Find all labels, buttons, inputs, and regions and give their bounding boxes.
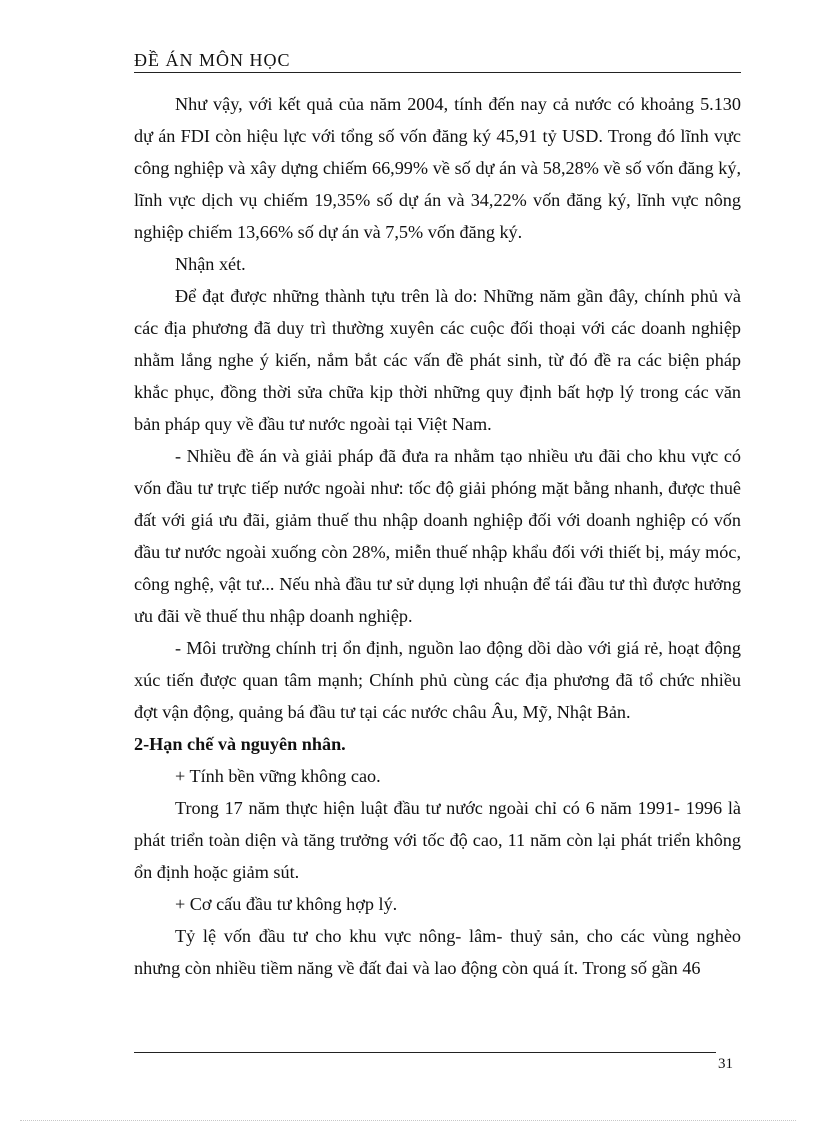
subheading-sustainability: + Tính bền vững không cao. bbox=[175, 766, 381, 786]
paragraph-political-environment: - Môi trường chính trị ổn định, nguồn lao động dồi dào với giá rẻ, hoạt động xúc tiến được quan tâm mạnh; Chính phủ cùng các địa phương đã tổ chức nhiều đợt vận động, quảng bá đầu tư tại các nước châu Âu, Mỹ, Nhật Bản. bbox=[134, 638, 741, 722]
paragraph-growth-history: Trong 17 năm thực hiện luật đầu tư nước ngoài chỉ có 6 năm 1991- 1996 là phát triển toàn diện và tăng trưởng với tốc độ cao, 11 năm còn lại phát triển không ổn định hoặc giảm sút. bbox=[134, 798, 741, 882]
header-divider bbox=[134, 72, 741, 73]
subheading-investment-structure: + Cơ cấu đầu tư không hợp lý. bbox=[175, 894, 398, 914]
section-heading-limitations: 2-Hạn chế và nguyên nhân. bbox=[134, 734, 346, 754]
paragraph-achievements-reasons: Để đạt được những thành tựu trên là do: Những năm gần đây, chính phủ và các địa phương đã duy trì thường xuyên các cuộc đối thoại với các doanh nghiệp nhằm lắng nghe ý kiến, nắm bắt các vấn đề phát sinh, từ đó đề ra các biện pháp khắc phục, đồng thời sửa chữa kịp thời những quy định bất hợp lý trong các văn bản pháp quy về đầu tư nước ngoài tại Việt Nam. bbox=[134, 286, 741, 434]
page-number: 31 bbox=[718, 1056, 733, 1072]
document-body bbox=[134, 88, 741, 984]
document-header-title: ĐỀ ÁN MÔN HỌC bbox=[134, 50, 291, 70]
paragraph-incentives: - Nhiều đề án và giải pháp đã đưa ra nhằm tạo nhiều ưu đãi cho khu vực có vốn đầu tư trực tiếp nước ngoài như: tốc độ giải phóng mặt bằng nhanh, được thuê đất với giá ưu đãi, giảm thuế thu nhập doanh nghiệp đối với doanh nghiệp có vốn đầu tư nước ngoài xuống còn 28%, miễn thuế nhập khẩu đối với thiết bị, máy móc, công nghệ, vật tư... Nếu nhà đầu tư sử dụng lợi nhuận để tái đầu tư thì được hưởng ưu đãi về thuế thu nhập doanh nghiệp. bbox=[134, 446, 741, 626]
paragraph-remarks-label: Nhận xét. bbox=[175, 254, 246, 274]
paragraph-investment-ratio: Tỷ lệ vốn đầu tư cho khu vực nông- lâm- thuỷ sản, cho các vùng nghèo nhưng còn nhiều tiềm năng về đất đai và lao động còn quá ít. Trong số gần 46 bbox=[134, 926, 741, 978]
footer-divider bbox=[134, 1052, 716, 1053]
paragraph-fdi-summary: Như vậy, với kết quả của năm 2004, tính đến nay cả nước có khoảng 5.130 dự án FDI còn hiệu lực với tổng số vốn đăng ký 45,91 tỷ USD. Trong đó lĩnh vực công nghiệp và xây dựng chiếm 66,99% về số dự án và 58,28% về số vốn đăng ký, lĩnh vực dịch vụ chiếm 19,35% số dự án và 34,22% vốn đăng ký, lĩnh vực nông nghiệp chiếm 13,66% số dự án và 7,5% vốn đăng ký. bbox=[134, 94, 741, 242]
page-bottom-edge bbox=[20, 1120, 796, 1121]
